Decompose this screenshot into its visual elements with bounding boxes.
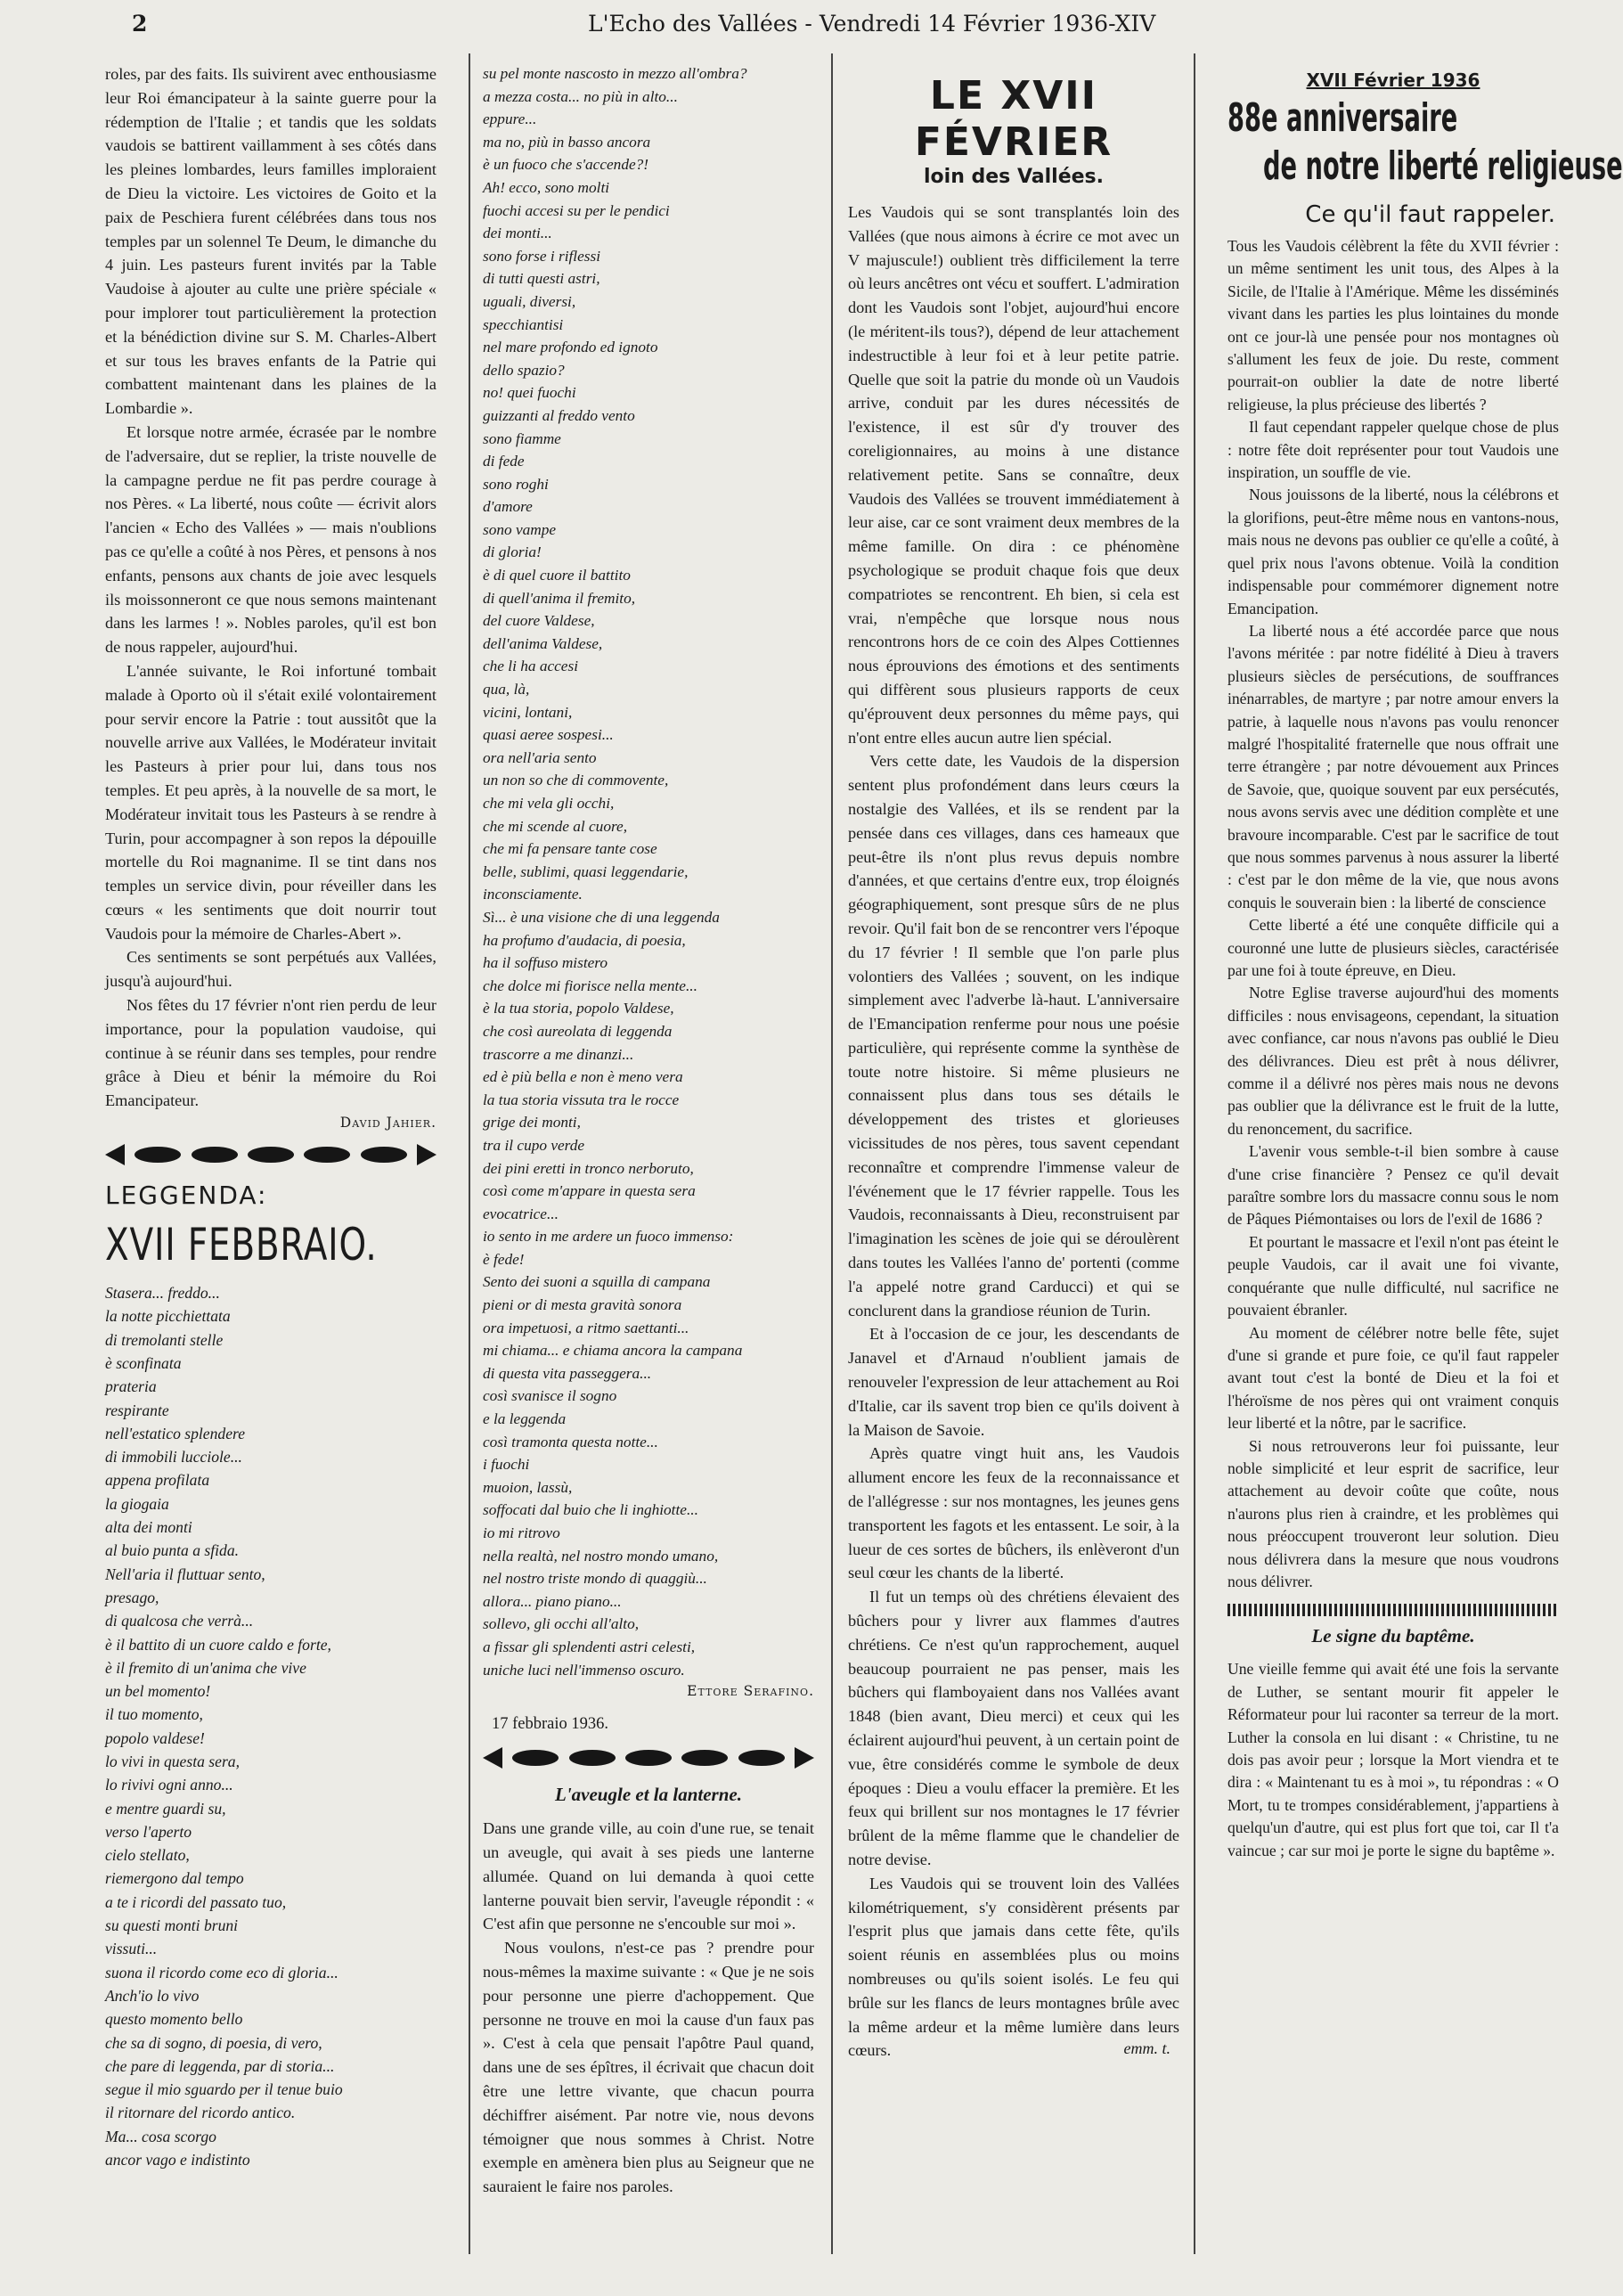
story-paragraph: Nous voulons, n'est-ce pas ? prendre pour nous-mêmes la maxime suivante : « Que je ne sois pour personne une pierre d'achoppement. Que personne ne trouve en moi la cause d'un faux pas ». C'est à cela que pensait l'apôtre Paul quand, dans une de ses épîtres, il écrivait que chacun doit être une lettre vivante, que chacun pourra déchiffrer aisément. Par notre vie, nous devons témoigner que nous sommes à Christ. Notre exemple en amènera bien plus au Seigneur que ne sauraient le faire nos paroles. bbox=[483, 1939, 814, 2196]
hatched-divider bbox=[1227, 1604, 1559, 1616]
anniversary-title: 88e anniversaire bbox=[1227, 95, 1458, 141]
article-signature: David Jahier. bbox=[339, 1115, 436, 1132]
legend-title: XVII FEBBRAIO. bbox=[105, 1219, 378, 1271]
article-paragraph: L'année suivante, le Roi infortuné tombait malade à Oporto où il s'était exilé volontairement pour servir encore la Patrie : tout aussitôt que la nouvelle arrive aux Vallées, le Modérateur invitait les Pasteurs à prier pour lui, dans tous nos temples. Et peu après, à la nouvelle de sa mort, le Modérateur invitait tous les Pasteurs à se rendre à Turin, pour accompagner à son repos la dépouille mortelle du Roi magnanime. Il se tint dans nos temples un service divin, pour réveiller dans les cœurs « les sentiments que doit nourrir tout Vaudois pour la mémoire de Charles-Abert ». bbox=[105, 661, 436, 943]
article-paragraph: Nous jouissons de la liberté, nous la célébrons et la glorifions, peut-être même nous en vantons-nous, mais nous ne devons pas oublier ce qu'elle a coûté, à quel prix nous l'avons obtenue. Voilà la condition indispensable pour commémorer dignement notre Emancipation. bbox=[1227, 486, 1559, 617]
poem-date: 17 febbraio 1936. bbox=[492, 1715, 609, 1734]
article-subtitle: Ce qu'il faut rappeler. bbox=[1305, 201, 1555, 228]
baptism-title: Le signe du baptême. bbox=[1311, 1625, 1475, 1647]
article-signature: emm. t. bbox=[1123, 2039, 1170, 2058]
article-paragraph: Les Vaudois qui se sont transplantés loin des Vallées (que nous aimons à écrire ce mot avec un V majuscule!) oublient très difficilement la terre où leurs ancêtres ont vécu et souffert. L'admiration dont les Vaudois sont l'objet, aujourd'hui encore (le méritent-ils tous?), dépend de leur attachement indestructible à leur foi et à leur petite patrie. Quelle que soit la patrie du monde où un Vaudois arrive, conduit par les dures nécessités de l'existence, il est sûr d'y trouver des coreligionnaires, au moins à une distance relativement petite. Sans se connaître, deux Vaudois des Vallées se trouvent immédiatement à leur aise, car ce sont vraiment deux membres de la même famille. On dira : ce phénomène psychologique se produit chaque fois que deux compatriotes se rencontrent. Eh bien, si cela est vrai, n'empêche que lorsque nous nous rencontrons hors de ce coin des Alpes Cottiennes nous éprouvions des émotions et des sentiments qui diffèrent sous plusieurs rapports de ceux qu'éprouvent deux personnes du même pays, qui n'ont entre elles aucun autre lien spécial. bbox=[848, 203, 1179, 747]
article-paragraph: Tous les Vaudois célèbrent la fête du XVII février : un même sentiment les unit tous, des Alpes à la Sicile, de l'Italie à l'Amérique. Même les disséminés vivant dans les parties les plus lointaines du monde ont ce jour-là une pensée pour nos montagnes où s'allument les feux de joie. Du reste, comment pourrait-on oublier la date de notre liberté religieuse, la plus précieuse des libertés ? bbox=[1227, 237, 1559, 413]
poem-text: Stasera... freddo... la notte picchiettata di tremolanti stelle è sconfinata prateria respirante nell'estatico splendere di immobili lucciole... appena profilata la giogaia alta dei monti al buio punta a sfida. Nell'aria il fluttuar sento, presago, di qualcosa che verrà... è il battito di un cuore caldo e forte, è il fremito di un'anima che vive un bel momento! il tuo momento, popolo valdese! lo vivi in questa sera, lo rivivi ogni anno... e mentre guardi su, verso l'aperto cielo stellato, riemergono dal tempo a te i ricordi del passato tuo, su questi monti bruni vissuti... suona il ricordo come eco di gloria... Anch'io lo vivo questo momento bello che sa di sogno, di poesia, di vero, che pare di leggenda, par di storia... segue il mio sguardo per il tenue buio il ritornare del ricordo antico. Ma... cosa scorgo ancor vago e indistinto bbox=[105, 1284, 343, 2169]
article-paragraph: roles, par des faits. Ils suivirent avec enthousiasme leur Roi émancipateur à la sainte guerre pour la rédemption de l'Italie ; et tandis que les soldats vaudois se battirent vaillamment à ses côtés dans les pleines lombardes, leurs familles imploraient de Dieu la victoire. Les victoires de Goito et la paix de Peschiera furent célébrées dans tous nos temples par un solennel Te Deum, le dimanche du 4 juin. Les pasteurs furent invités par la Table Vaudoise à ajouter au culte une prière spéciale « pour implorer tout particulièrement la protection et la bénédiction divine sur S. M. Charles-Albert et sur tous les braves enfants de la Patrie qui combattent maintenant dans les plaines de la Lombardie ». bbox=[105, 65, 436, 418]
legend-label: LEGGENDA: bbox=[105, 1181, 268, 1211]
ornament-divider bbox=[483, 1746, 814, 1769]
article-paragraph: La liberté nous a été accordée parce que nous l'avons méritée : par notre fidélité à Dieu à travers plusieurs siècles de persécutions, de souffrances inénarrables, de martyre ; par notre amour envers la patrie, à laquelle nous n'avons pas voulu renoncer malgré l'hospitalité fraternelle que nous offrait une terre étrangère ; par notre dévouement aux Princes de Savoie, que, quoique souvent par eux persécutés, nous avons servis avec une dédition complète et une bravoure incomparable. C'est par le sacrifice de tout que nous sommes parvenus à nous assurer la liberté : c'est par le don même de la vie, que nous avons conquis le souverain bien : la liberté de conscience bbox=[1227, 621, 1559, 911]
article-title: LE XVII FÉVRIER bbox=[914, 73, 1113, 165]
article-paragraph: Les Vaudois qui se trouvent loin des Vallées kilométriquement, s'y considèrent présents par l'esprit plus que jamais dans cette fête, qu'ils soient réunis en assemblées plus ou moins nombreuses ou qu'ils soient isolés. Le feu qui brûle sur les flancs de leurs montagnes brûle avec la même ardeur et la même lumière dans leurs cœurs. bbox=[848, 1874, 1179, 2060]
article-paragraph: Nos fêtes du 17 février n'ont rien perdu de leur importance, pour la population vaudoise, qui continue à se réunir dans ses temples, pour rendre grâce à Dieu et bénir la mémoire du Roi Emancipateur. bbox=[105, 996, 436, 1110]
column-2 bbox=[483, 62, 814, 2196]
article-paragraph: Il faut cependant rappeler quelque chose de plus : notre fête doit représenter pour tout Vaudois une inspiration, un souffle de vie. bbox=[1227, 418, 1559, 482]
article-date-heading: XVII Février 1936 bbox=[1306, 69, 1480, 91]
poem-continuation: su pel monte nascosto in mezzo all'ombra? a mezza costa... no più in alto... eppure... ma no, più in basso ancora è un fuoco che s'accende?! Ah! ecco, sono molti fuochi accesi su per le pendici dei monti... sono forse i riflessi di tutti questi astri, uguali, diversi, specchiantisi nel mare profondo ed ignoto dello spazio? no! quei fuochi guizzanti al freddo vento sono fiamme di fede sono roghi d'amore sono vampe di gloria! è di quel cuore il battito di quell'anima il fremito, del cuore Valdese, dell'anima Valdese, che li ha accesi qua, là, vicini, lontani, quasi aeree sospesi... ora nell'aria sento un non so che di commovente, che mi vela gli occhi, che mi scende al cuore, che mi fa pensare tante cose belle, sublimi, quasi leggendarie, inconsciamente. Sì... è una visione che di una leggenda ha profumo d'audacia, di poesia, ha il soffuso mistero che dolce mi fiorisce nella mente... è la tua storia, popolo Valdese, che così aureolata di leggenda trascorre a me dinanzi... ed è più bella e non è meno vera la tua storia vissuta tra le rocce grige dei monti, tra il cupo verde dei pini eretti in tronco nerboruto, così come m'appare in questa sera evocatrice... io sento in me ardere un fuoco immenso: è fede! Sento dei suoni a squilla di campana pieni or di mesta gravità sonora ora impetuosi, a ritmo saettanti... mi chiama... e chiama ancora la campana di questa vita passeggera... così svanisce il sogno e la leggenda così tramonta questa notte... i fuochi muoion, lassù, soffocati dal buio che li inghiotte... io mi ritrovo nella realtà, nel nostro mondo umano, nel nostro triste mondo di quaggiù... allora... piano piano... sollevo, gli occhi all'alto, a fissar gli splendenti astri celesti, uniche luci nell'immenso oscuro. bbox=[483, 65, 747, 1679]
column-rule bbox=[469, 53, 470, 2254]
article-paragraph: Notre Eglise traverse aujourd'hui des moments difficiles : nous envisageons, cependant, la situation avec confiance, car nous n'avons pas oublié le Dieu des délivrances. Dieu est prêt à nous délivrer, comme il a délivré nos pères mais nous ne devons pas oublier que la délivrance est le fruit de la lutte, du renoncement, du sacrifice. bbox=[1227, 984, 1559, 1138]
poem-signature: Ettore Serafino. bbox=[687, 1683, 814, 1700]
story-title: L'aveugle et la lanterne. bbox=[555, 1784, 742, 1806]
page-header bbox=[125, 5, 1550, 43]
page-number: 2 bbox=[132, 11, 148, 37]
article-paragraph: Ces sentiments se sont perpétués aux Vallées, jusqu'à aujourd'hui. bbox=[105, 948, 436, 991]
column-rule bbox=[831, 53, 833, 2254]
column-4 bbox=[1227, 62, 1623, 2183]
article-paragraph: Il fut un temps où des chrétiens élevaient des bûchers pour y livrer aux flammes d'autres chrétiens. Ce n'est qu'un rapprochement, auquel beaucoup pourraient ne pas penser, mais les bûchers qui flamboyaient dans nos Vallées avant 1848 (bien avant, Dieu merci) et ceux qui les éclairent aujourd'hui peuvent, à un certain point de vue, être considérés comme le symbole de deux époques : Dieu a voulu effacer la première. Et les feux qui brillent sur nos montagnes le 17 février brûlent de la même flamme que le chandelier de notre devise. bbox=[848, 1588, 1179, 1868]
anniversary-title-line2: de notre liberté religieuse bbox=[1263, 143, 1623, 189]
article-paragraph: Vers cette date, les Vaudois de la dispersion sentent plus profondément dans leurs cœurs la nostalgie des Vallées, et ils se rendent par la pensée dans ces villages, dans ces hameaux que peut-être ils n'ont plus revus depuis nombre d'années, et que certains d'entre eux, trop éloignés géographiquement, sont presque sûrs de ne plus revoir. Qu'il fait bon de se rencontrer vers l'époque du 17 février ! Il semble que l'on parle plus volontiers des Vallées ; souvent, on les indique simplement avec l'adverbe là-haut. L'anniversaire de l'Emancipation renferme pour nous une poésie particulière, qui représente comme la synthèse de toute notre histoire. Si même plusieurs ne connaissent plus dans tous ses détails le développement des tristes et glorieuses vicissitudes de nos pères, tous savent cependant reconnaître et comprendre l'immense valeur de l'événement que le 17 février rappelle. Tous les Vaudois, reconnaissants à Dieu, reconstruisent par l'imagination les scènes de joie qui se déroulèrent dans toutes les Vallées l'anno de' portenti (comme l'a appelé notre grand Carducci) et qui se conclurent dans la grandiose réunion de Turin. bbox=[848, 752, 1179, 1320]
article-paragraph: L'avenir vous semble-t-il bien sombre à cause d'une crise financière ? Pensez ce qu'il devait paraître sombre lors du massacre connu sous le nom de Pâques Piémontaises ou lors de l'exil de 1686 ? bbox=[1227, 1142, 1559, 1229]
article-paragraph: Après quatre vingt huit ans, les Vaudois allument encore les feux de la reconnaissance et de l'allégresse : sur nos montagnes, les jeunes gens transportent les fagots et les entassent. Le soir, à la lueur de ces sortes de bûchers, ils enlèveront d'un seul cœur les chants de la liberté. bbox=[848, 1444, 1179, 1582]
article-paragraph: Et pourtant le massacre et l'exil n'ont pas éteint le peuple Vaudois, car il avait une foi vivante, conquérante que nulle difficulté, nul sacrifice ne pouvaient ébranler. bbox=[1227, 1232, 1559, 1320]
newspaper-title: L'Echo des Vallées - Vendredi 14 Février 1936-XIV bbox=[588, 11, 1156, 37]
article-paragraph: Au moment de célébrer notre belle fête, sujet d'une si grande et pure foie, ce qu'il faut rappeler avant tout c'est la bonté de Dieu et la foi et l'héroïsme de nos pères qui ont vraiment conquis leur liberté et la nôtre, par le sacrifice. bbox=[1227, 1323, 1559, 1433]
column-1 bbox=[105, 62, 436, 2183]
story-paragraph: Dans une grande ville, au coin d'une rue, se tenait un aveugle, qui avait à ses pieds une lanterne allumée. Quand on lui demanda à quoi cette lanterne pouvait bien servir, l'aveugle répondit : « C'est afin que personne ne s'encouble sur moi ». bbox=[483, 1819, 814, 1933]
article-subtitle: loin des Vallées. bbox=[924, 166, 1104, 188]
column-3 bbox=[848, 62, 1179, 2183]
article-paragraph: Cette liberté a été une conquête difficile qui a couronné une lutte de plusieurs siècles, caractérisée par une foi à toute épreuve, en Dieu. bbox=[1227, 916, 1559, 979]
article-paragraph: Si nous retrouverons leur foi puissante, leur noble simplicité et leur esprit de sacrifice, leur attachement au devoir coûte que coûte, nous n'aurons plus rien à craindre, et les problèmes qui nous préoccupent trouveront leur solution. Dieu nous délivrera dans la mesure que nous voudrons nous délivrer. bbox=[1227, 1436, 1559, 1590]
baptism-paragraph: Une vieille femme qui avait été une fois la servante de Luther, se sentant mourir fit appeler le Réformateur pour lui raconter sa terreur de la mort. Luther la consola en lui disant : « Christine, tu ne dois pas avoir peur ; lorsque la Mort viendra et te dira : « Maintenant tu es à moi », tu répondras : « O Mort, tu te trompes considérablement, j'appartiens à quelqu'un d'autre, qui est plus fort que toi, car Il t'a vaincue ; car sur moi je porte le signe du baptême ». bbox=[1227, 1660, 1559, 1859]
article-paragraph: Et lorsque notre armée, écrasée par le nombre de l'adversaire, dut se replier, la triste nouvelle de la campagne perdue ne fit pas perdre courage à nos Pères. « La liberté, nous coûte — écrivit alors l'ancien « Echo des Vallées » — mais n'oublions pas ce qu'elle a coûté à nos Pères, et pensons à nos enfants, pensons aux chants de joie avec lesquels ils moissonneront ce que nous semons maintenant dans les larmes ! ». Nobles paroles, qu'il est bon de nous rappeler, aujourd'hui. bbox=[105, 422, 436, 657]
ornament-divider bbox=[105, 1143, 436, 1166]
article-paragraph: Et à l'occasion de ce jour, les descendants de Janavel et d'Arnaud n'oublient jamais de renouveler l'expression de leur attachement au Roi d'Italie, car ils savent trop bien ce qu'ils doivent à la Maison de Savoie. bbox=[848, 1325, 1179, 1439]
column-rule bbox=[1194, 53, 1195, 2254]
